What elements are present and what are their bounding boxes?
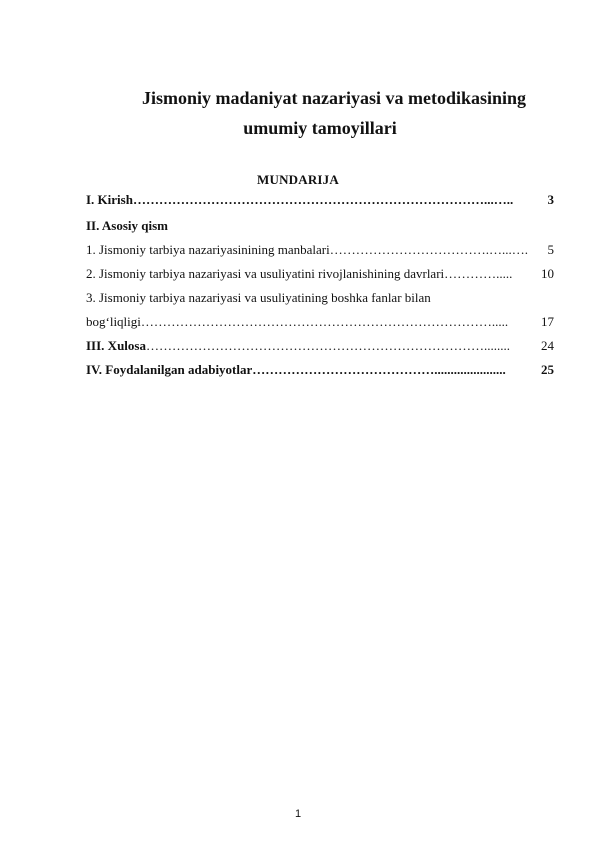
toc-entry-text: 3. Jismoniy tarbiya nazariyasi va usuliyatining boshka fanlar bilan [86,290,431,305]
toc-leader-dots: ……………………………………...................... [252,362,506,377]
toc-entry-main-part [86,218,554,234]
toc-entry-page: 5 [547,242,554,257]
page-number: 1 [294,808,302,820]
toc-leader-dots: ……………………………………………………………………........ [145,338,510,353]
toc-entry-section-1 [86,242,554,258]
toc-leader-dots: ……………………………….…...…. [329,242,528,257]
toc-entry-text: 1. Jismoniy tarbiya nazariyasinining manbalari [86,242,330,257]
document-title-line-1: Jismoniy madaniyat nazariyasi va metodikasining [141,88,527,108]
toc-entry-references [86,362,554,378]
toc-entry-text: II. Asosiy qism [86,218,168,233]
toc-entry-introduction [86,192,554,208]
toc-entry-page: 10 [541,266,554,281]
toc-entry-page: 17 [541,314,554,329]
toc-leader-dots: ………………………………………………………………………..... [140,314,509,329]
toc-entry-page: 25 [541,362,554,377]
toc-leader-dots: …………..... [444,266,513,281]
toc-entry-text: bog‘liqligi [86,314,141,329]
toc-entry-section-3 [86,290,554,306]
toc-entry-text: I. Kirish [86,192,133,207]
toc-entry-conclusion [86,338,554,354]
toc-entry-section-3-continued [86,314,554,330]
document-title-line-2: umumiy tamoyillari [243,118,397,138]
toc-entry-page: 24 [541,338,554,353]
toc-entry-section-2 [86,266,554,282]
toc-leader-dots: ………………………………………………………………………...….. [132,192,514,207]
toc-entry-text: 2. Jismoniy tarbiya nazariyasi va usuliyatini rivojlanishining davrlari [86,266,445,281]
toc-entry-page: 3 [547,192,554,207]
toc-heading: MUNDARIJA [257,172,339,187]
toc-entry-text: IV. Foydalanilgan adabiyotlar [86,362,253,377]
toc-entry-text: III. Xulosa [86,338,146,353]
